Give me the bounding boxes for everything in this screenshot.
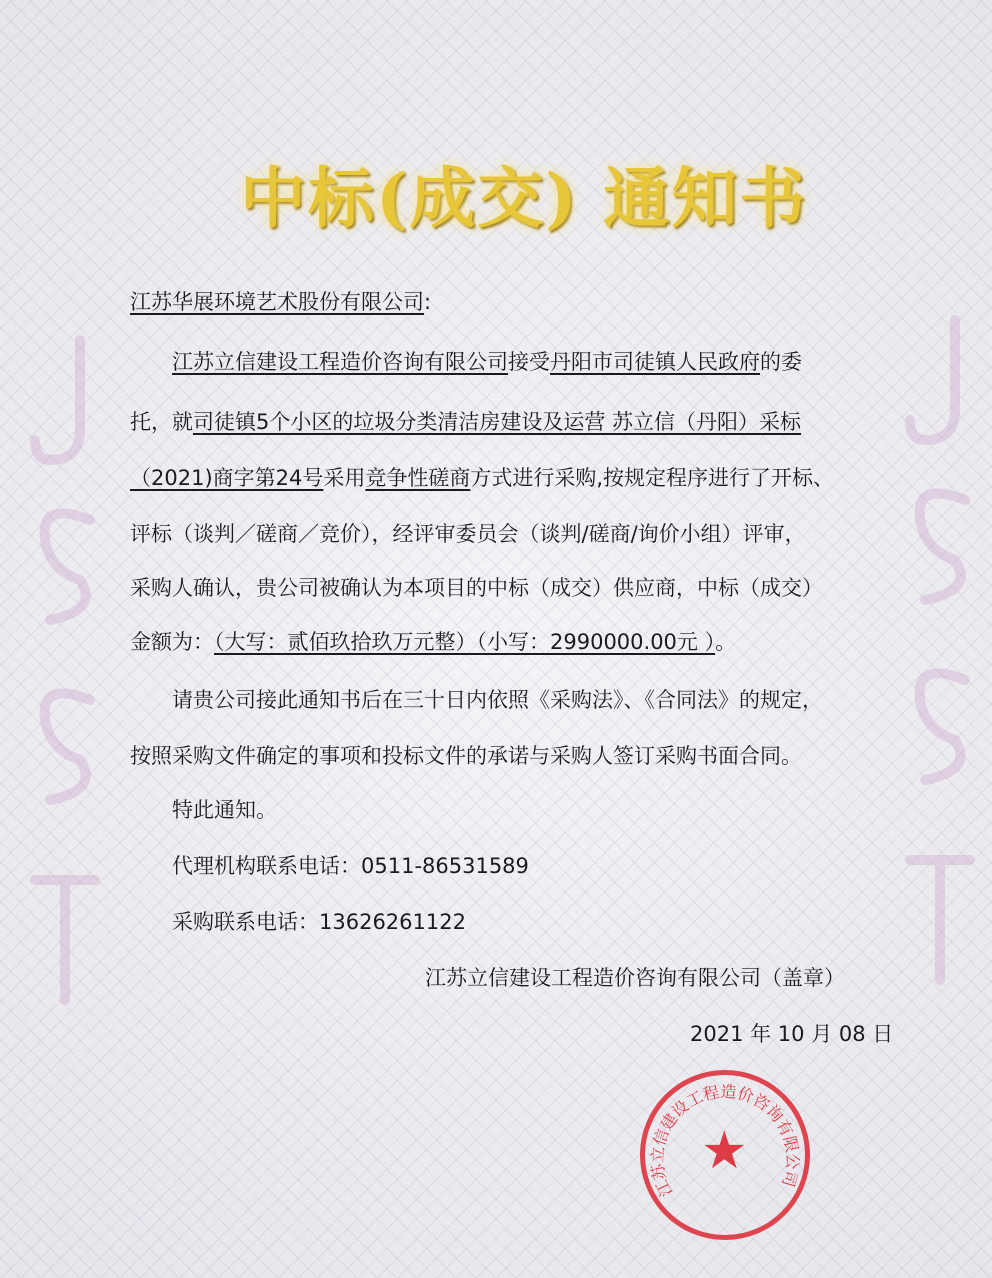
document-title: 中标(成交) 通知书: [240, 159, 808, 237]
amount-label: 金额为：: [130, 630, 214, 654]
text: 方式进行采购,按规定程序进行了开标、: [470, 466, 835, 490]
para2-line2: 按照采购文件确定的事项和投标文件的承诺与采购人签订采购书面合同。: [130, 744, 802, 768]
para1-line1: [172, 346, 802, 376]
text: 托，就: [130, 410, 193, 434]
svg-text:江苏立信建设工程造价咨询有限公司: 江苏立信建设工程造价咨询有限公司: [647, 1081, 803, 1200]
watermark: [20, 320, 110, 1020]
colon: :: [424, 290, 432, 314]
text: 采用: [323, 466, 366, 490]
para2-line1: 请贵公司接此通知书后在三十日内依照《采购法》、《合同法》的规定，: [172, 688, 823, 712]
text: 。: [715, 630, 737, 654]
client-name: 丹阳市司徒镇人民政府: [550, 350, 760, 374]
agency-name: 江苏立信建设工程造价咨询有限公司: [172, 350, 508, 374]
para1-line6: [130, 626, 736, 656]
star-icon: ★: [701, 1121, 748, 1181]
para1-line3: [130, 462, 834, 492]
signature: 江苏立信建设工程造价咨询有限公司（盖章）: [425, 966, 845, 990]
recipient: 江苏华展环境艺术股份有限公司: [130, 290, 424, 314]
text: 接受: [508, 350, 550, 374]
project-number: （2021)商字第24号: [130, 466, 324, 490]
official-seal: [640, 1070, 810, 1240]
recipient-line: [130, 286, 431, 316]
buyer-phone: 采购联系电话：13626261122: [172, 910, 466, 934]
para1-line2: [130, 406, 801, 436]
agency-phone: 代理机构联系电话：0511-86531589: [172, 854, 529, 878]
procurement-method: 竞争性磋商: [365, 466, 471, 490]
notice-line: 特此通知。: [172, 798, 277, 822]
para1-line4: 评标（谈判／磋商／竞价），经评审委员会（谈判/磋商/询价小组）评审，: [130, 522, 806, 546]
text: 的委: [760, 350, 802, 374]
date: 2021 年 10 月 08 日: [690, 1022, 894, 1046]
watermark: [895, 300, 985, 1000]
project-name: 司徒镇5个小区的垃圾分类清洁房建设及运营 苏立信（丹阳）采标: [193, 410, 802, 434]
award-amount: （大写：贰佰玖拾玖万元整）（小写：2990000.00元 ）: [214, 630, 716, 654]
para1-line5: 采购人确认，贵公司被确认为本项目的中标（成交）供应商，中标（成交）: [130, 576, 823, 600]
